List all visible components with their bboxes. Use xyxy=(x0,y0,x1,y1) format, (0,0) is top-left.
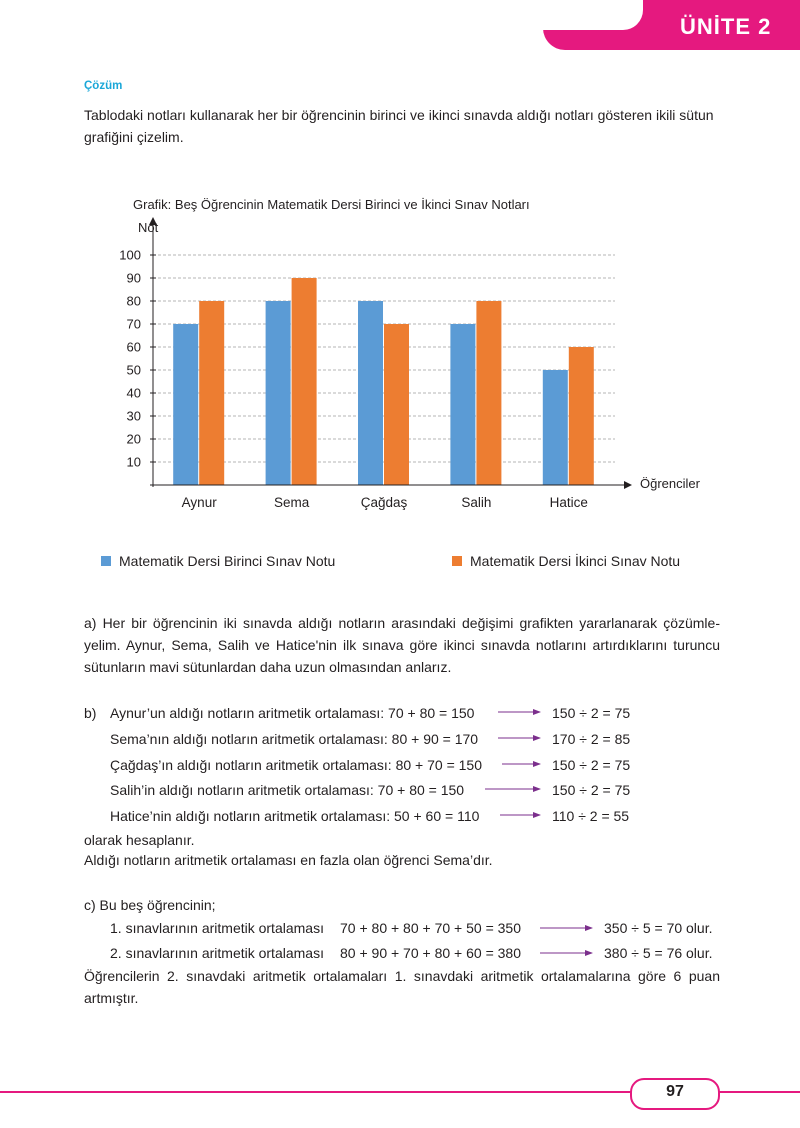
part-b-result: 170 ÷ 2 = 85 xyxy=(552,731,631,747)
y-tick-label: 10 xyxy=(126,454,141,470)
y-axis-label: Not xyxy=(138,220,159,235)
bar xyxy=(199,301,224,485)
bar xyxy=(569,347,594,485)
x-axis-label: Öğrenciler xyxy=(640,476,700,491)
part-b-row: Çağdaş’ın aldığı notların aritmetik ortalaması: 80 + 70 = 150 xyxy=(110,757,482,773)
legend-swatch-orange xyxy=(452,556,462,566)
bar xyxy=(384,324,409,485)
intro-text: Tablodaki notları kullanarak her bir öğrencinin birinci ve ikinci sınavda aldığı notları gösteren ikili sütun grafiğini çizelim. xyxy=(84,107,714,145)
bar xyxy=(266,301,291,485)
part-b-row: Sema’nın aldığı notların aritmetik ortalaması: 80 + 90 = 170 xyxy=(110,731,479,747)
part-a-text: a) Her bir öğrencinin iki sınavda aldığı notların arasındaki değişimi grafikten yararlanarak çözümle-yelim. Aynur, Sema, Salih ve Hatice'nin ilk sınava göre ikinci sınavda notlarını artırdıklarını turuncu sütunların mavi sütunlardan daha uzun olmasından anlarız. xyxy=(84,615,720,675)
y-tick-label: 30 xyxy=(126,408,141,424)
y-tick-label: 100 xyxy=(119,247,141,263)
bar xyxy=(543,370,568,485)
y-tick-label: 20 xyxy=(126,431,141,447)
part-c-conclusion: Öğrencilerin 2. sınavdaki aritmetik ortalamaları 1. sınavdaki aritmetik ortalamalarına göre 6 puan artmıştır. xyxy=(84,968,720,1006)
part-b-row: Aynur’un aldığı notların aritmetik ortalaması: 70 + 80 = 150 xyxy=(110,705,475,721)
part-c-sum: 80 + 90 + 70 + 80 + 60 = 380 xyxy=(340,945,521,961)
bar xyxy=(292,278,317,485)
part-c-result: 380 ÷ 5 = 76 olur. xyxy=(604,945,713,961)
part-b-result: 110 ÷ 2 = 55 xyxy=(552,808,630,824)
legend-swatch-blue xyxy=(101,556,111,566)
part-b-row: Hatice’nin aldığı notların aritmetik ortalaması: 50 + 60 = 110 xyxy=(110,808,480,824)
bar xyxy=(173,324,198,485)
y-tick-label: 40 xyxy=(126,385,141,401)
part-b-row: Salih’in aldığı notların aritmetik ortalaması: 70 + 80 = 150 xyxy=(110,782,465,798)
legend-item-first xyxy=(101,553,335,569)
part-c-label: 2. sınavlarının aritmetik ortalaması xyxy=(110,945,324,961)
part-b-result: 150 ÷ 2 = 75 xyxy=(552,757,631,773)
y-tick-label: 70 xyxy=(126,316,141,332)
y-tick-label: 60 xyxy=(126,339,141,355)
part-c-result: 350 ÷ 5 = 70 olur. xyxy=(604,920,713,936)
bar xyxy=(358,301,383,485)
part-b-closing2: Aldığı notların aritmetik ortalaması en fazla olan öğrenci Sema’dır. xyxy=(84,852,493,868)
legend-item-second xyxy=(452,553,680,569)
y-tick-label: 80 xyxy=(126,293,141,309)
page-number: 97 xyxy=(666,1083,684,1100)
legend-label-first: Matematik Dersi Birinci Sınav Notu xyxy=(119,553,336,569)
part-b-closing1: olarak hesaplanır. xyxy=(84,832,195,848)
y-tick-label: 90 xyxy=(126,270,141,286)
tab-cutout xyxy=(543,0,643,30)
part-c-sum: 70 + 80 + 80 + 70 + 50 = 350 xyxy=(340,920,521,936)
x-tick-label: Çağdaş xyxy=(360,495,408,510)
part-b-label: b) xyxy=(84,705,97,721)
x-tick-label: Salih xyxy=(461,495,492,510)
bar xyxy=(476,301,501,485)
legend-label-second: Matematik Dersi İkinci Sınav Notu xyxy=(470,553,681,569)
part-c-label: 1. sınavlarının aritmetik ortalaması xyxy=(110,920,324,936)
bar-chart xyxy=(0,215,800,515)
chart-title: Grafik: Beş Öğrencinin Matematik Dersi Birinci ve İkinci Sınav Notları xyxy=(133,197,530,212)
part-c-intro: c) Bu beş öğrencinin; xyxy=(84,897,216,913)
part-b-result: 150 ÷ 2 = 75 xyxy=(552,705,631,721)
bar xyxy=(450,324,475,485)
x-tick-label: Hatice xyxy=(549,495,588,510)
x-tick-label: Sema xyxy=(273,495,310,510)
solution-title: Çözüm xyxy=(84,80,123,92)
part-b-result: 150 ÷ 2 = 75 xyxy=(552,782,631,798)
x-tick-label: Aynur xyxy=(181,495,217,510)
y-tick-label: 50 xyxy=(126,362,141,378)
unit-label: ÜNİTE 2 xyxy=(680,14,772,39)
